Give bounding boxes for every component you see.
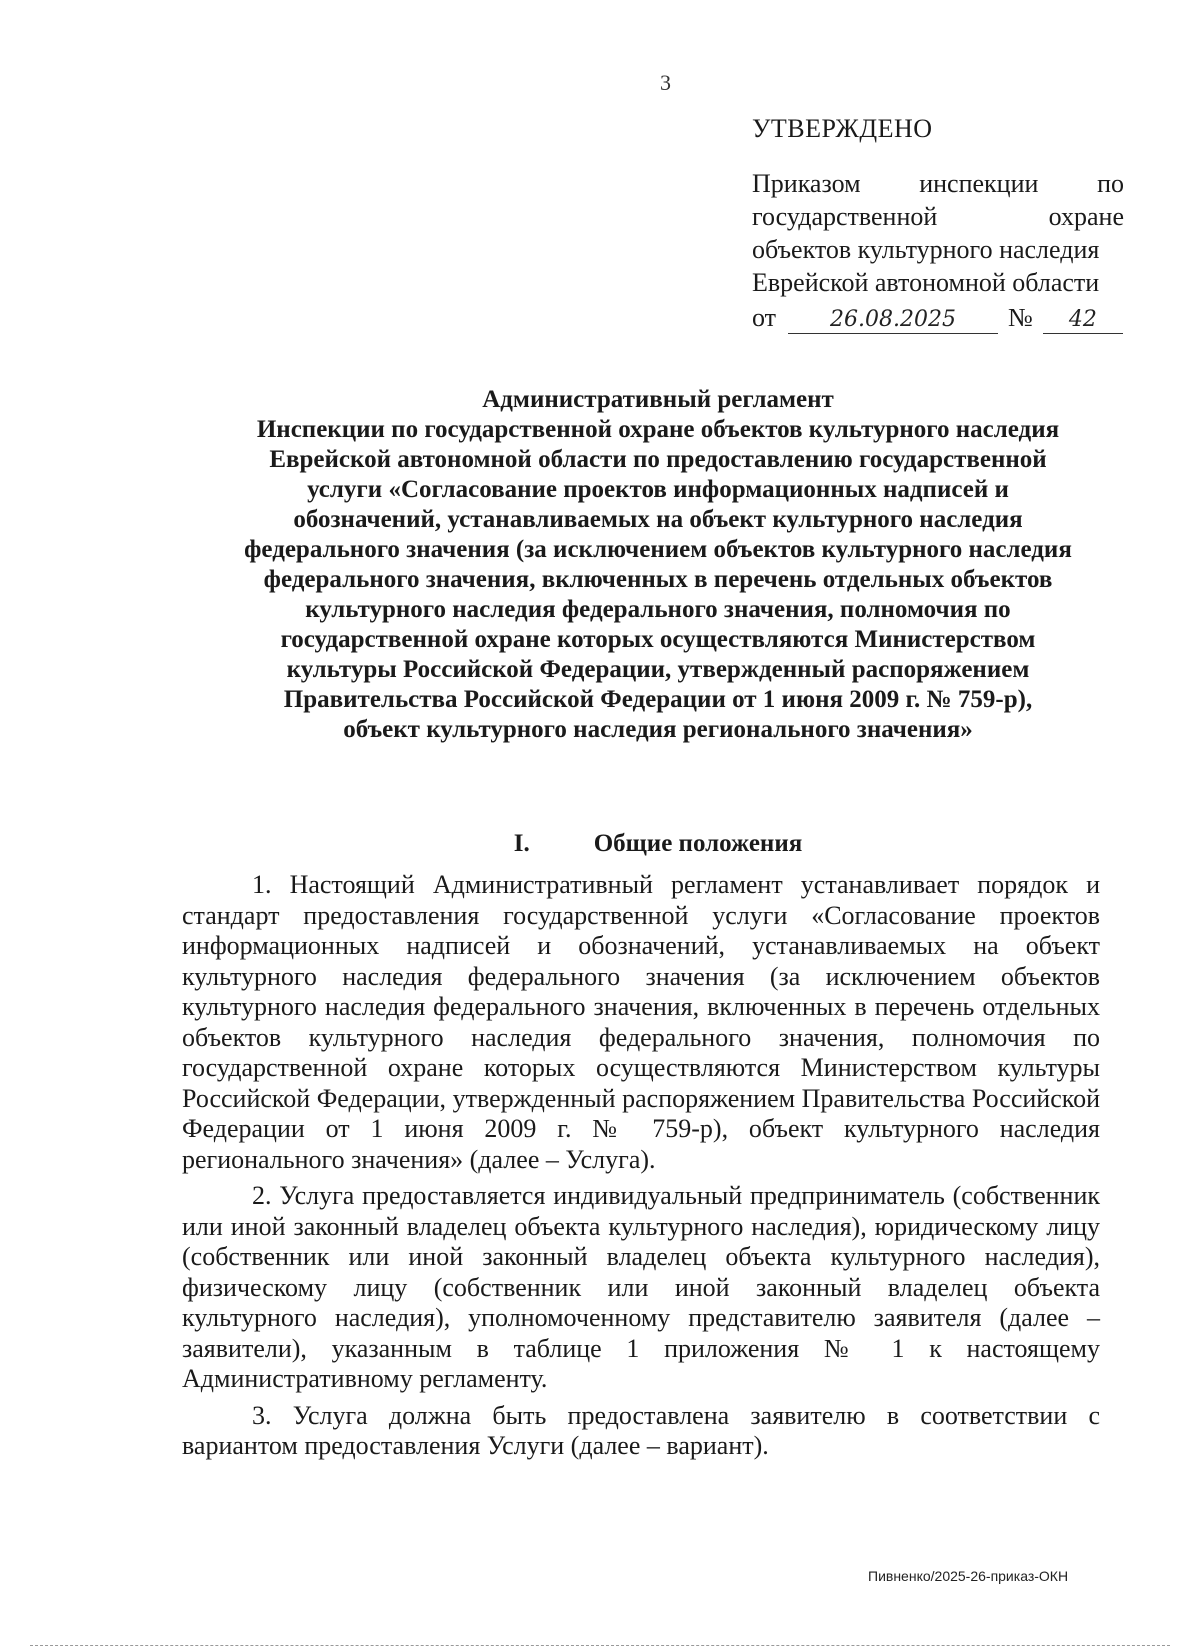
title-line: федерального значения (за исключением объектов культурного наследия: [244, 536, 1072, 563]
title-line: Еврейской автономной области по предоставлению государственной: [269, 446, 1047, 473]
title-line: объект культурного наследия регионального значения»: [343, 716, 973, 743]
title-line: государственной охране которых осуществляются Министерством: [280, 626, 1036, 653]
approval-line: государственной охране: [752, 202, 1124, 231]
approval-line: объектов культурного наследия: [752, 235, 1100, 264]
title-line: культурного наследия федерального значения, полномочия по: [305, 596, 1011, 623]
approval-line: Приказом инспекции по: [752, 169, 1124, 198]
title-line: услуги «Согласование проектов информационных надписей и: [307, 476, 1009, 503]
title-line: Административный регламент: [482, 386, 834, 413]
title-line: федерального значения, включенных в перечень отдельных объектов: [263, 566, 1053, 593]
title-line: культуры Российской Федерации, утвержденный распоряжением: [286, 656, 1030, 683]
section-title: Общие положения: [593, 830, 803, 857]
scan-edge-line: [30, 1645, 1170, 1646]
page-number: 3: [660, 70, 671, 95]
paragraph: 3. Услуга должна быть предоставлена заявителю в соответствии с вариантом предоставления Услуги (далее – вариант).: [182, 1400, 1100, 1460]
approval-stamp: [752, 112, 1124, 334]
approval-line: Еврейской автономной области: [752, 268, 1100, 297]
paragraph: 1. Настоящий Административный регламент устанавливает порядок и стандарт предоставления государственной услуги «Согласование проектов информационных надписей и обозначений, устанавливаемых на объект культурного наследия федерального значения (за исключением объектов культурного наследия федерального значения, включенных в перечень отдельных объектов культурного наследия федерального значения, полномочия по государственной охране которых осуществляются Министерством культуры Российской Федерации, утвержденный распоряжением Правительства Российской Федерации от 1 июня 2009 г. № 759-р), объект культурного наследия регионального значения» (далее – Услуга).: [182, 870, 1100, 1174]
section-number: I.: [513, 830, 530, 857]
document-title: [188, 385, 1128, 745]
title-line: Правительства Российской Федерации от 1 июня 2009 г. № 759-р),: [283, 686, 1033, 713]
section-heading: [188, 830, 1128, 858]
paragraph: 2. Услуга предоставляется индивидуальный предприниматель (собственник или иной законный владелец объекта культурного наследия), юридическому лицу (собственник или иной законный владелец объекта культурного наследия), физическому лицу (собственник или иной законный владелец объекта культурного наследия), уполномоченному представителю заявителя (далее – заявители), указанным в таблице 1 приложения № 1 к настоящему Административному регламенту.: [182, 1181, 1100, 1393]
handwritten-number: 42: [1043, 307, 1123, 334]
order-date-number: [752, 301, 1124, 334]
date-prefix: от: [752, 303, 777, 332]
approved-label: УТВЕРЖДЕНО: [752, 114, 933, 143]
title-line: Инспекции по государственной охране объектов культурного наследия: [256, 416, 1060, 443]
number-label: №: [1008, 303, 1033, 332]
body-text: [182, 870, 1100, 1468]
title-line: обозначений, устанавливаемых на объект культурного наследия: [293, 506, 1023, 533]
footer-reference: Пивненко/2025-26-приказ-ОКН: [868, 1568, 1069, 1584]
handwritten-date: 26.08.2025: [788, 307, 998, 334]
